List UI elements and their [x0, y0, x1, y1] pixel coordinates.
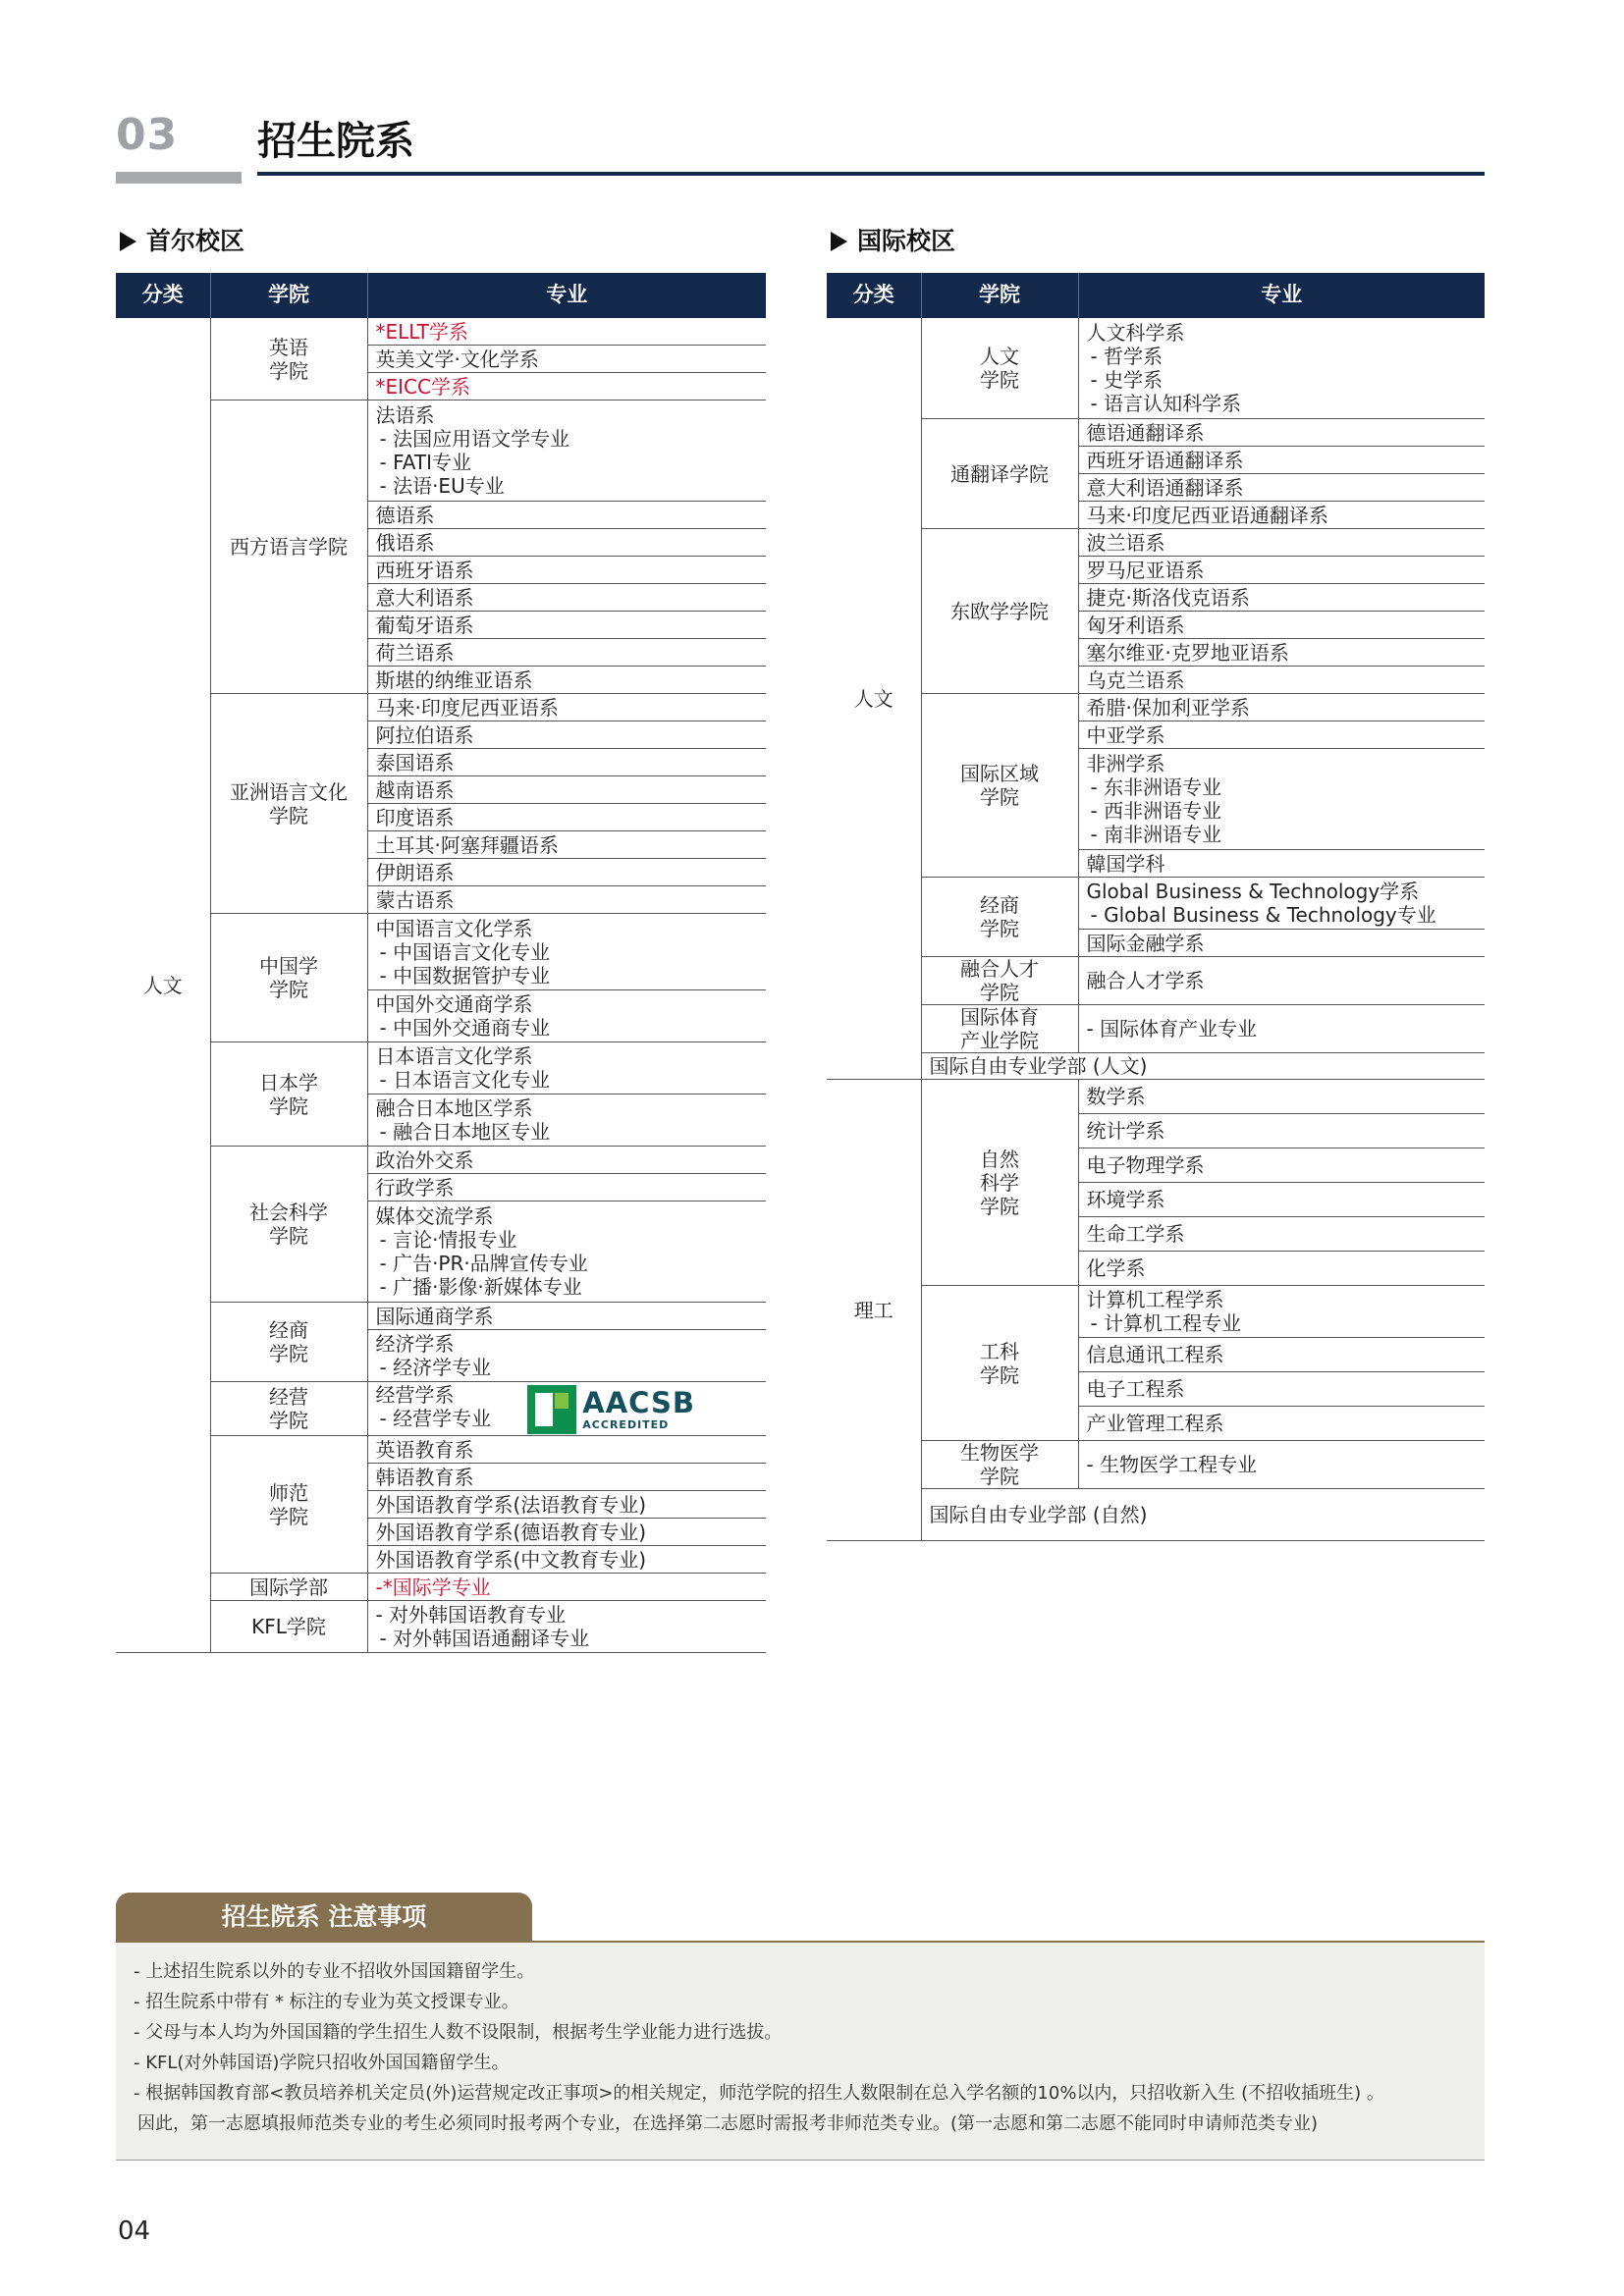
- major-name: 国际通商学系: [375, 1304, 494, 1328]
- college-label: 工科 学院: [980, 1339, 1019, 1387]
- sub-major: - 语言认知科学系: [1090, 392, 1242, 415]
- major-cell: [1078, 749, 1485, 850]
- major-name: 中国语言文化学系: [375, 916, 533, 940]
- major-name: 中亚学系: [1086, 722, 1165, 747]
- sub-major: - Global Business & Technology专业: [1090, 903, 1436, 927]
- free-major-cell: 国际自由专业学部 (自然): [921, 1489, 1485, 1541]
- major-cell: [367, 1546, 766, 1574]
- major-cell: [367, 1042, 766, 1095]
- major-name: 韓国学科: [1086, 851, 1165, 876]
- aacsb-logo-icon: [527, 1385, 576, 1434]
- table-row: [827, 878, 1485, 930]
- sub-major: - 哲学系: [1090, 345, 1164, 368]
- major-cell: [1078, 1407, 1485, 1441]
- seoul-majors-table: [116, 273, 766, 1653]
- college-name: [921, 1286, 1078, 1441]
- major-cell: [367, 831, 766, 859]
- table-row: [116, 1042, 766, 1095]
- major-cell: [367, 1436, 766, 1464]
- table-row: [827, 1441, 1485, 1489]
- college-name: [921, 694, 1078, 878]
- major-name: 产业管理工程系: [1086, 1412, 1224, 1435]
- major-name: 印度语系: [375, 805, 455, 829]
- college-label: 英语 学院: [269, 335, 308, 383]
- sub-major: - 西非洲语专业: [1090, 799, 1222, 823]
- major-name: 国际金融学系: [1086, 931, 1205, 955]
- major-cell: [367, 776, 766, 804]
- table-row: [116, 1382, 766, 1436]
- sub-major: - 法国应用语文学专业: [379, 427, 570, 451]
- notes-box: [116, 1943, 1485, 2161]
- major-cell: [1078, 419, 1485, 447]
- major-name: 外国语教育学系(法语教育专业): [375, 1492, 647, 1517]
- major-cell: [1078, 721, 1485, 749]
- major-cell: [367, 859, 766, 886]
- major-cell: [367, 557, 766, 584]
- note-item: - 上述招生院系以外的专业不招收外国国籍留学生。: [134, 1961, 535, 1982]
- college-label: 国际区域 学院: [960, 762, 1039, 809]
- major-cell: [367, 1303, 766, 1330]
- major-cell: [1078, 1441, 1485, 1489]
- college-label: KFL学院: [251, 1615, 326, 1638]
- major-cell: [367, 749, 766, 776]
- major-cell: [367, 721, 766, 749]
- major-cell: [1078, 1252, 1485, 1286]
- major-name: 中国外交通商学系: [375, 992, 533, 1016]
- major-cell: [1078, 1372, 1485, 1407]
- major-name: 匈牙利语系: [1086, 613, 1185, 637]
- major-name: 计算机工程学系: [1086, 1288, 1224, 1311]
- sub-major: - 中国语言文化专业: [379, 939, 551, 964]
- header-category: 分类: [827, 273, 921, 318]
- sub-major: - 经营学专业: [379, 1407, 492, 1430]
- category-cell: 人文: [827, 318, 921, 1080]
- table-row: [116, 1436, 766, 1464]
- college-name: [921, 957, 1078, 1005]
- college-label: 国际体育 产业学院: [960, 1005, 1039, 1052]
- college-label: 师范 学院: [269, 1480, 308, 1528]
- major-cell: [367, 990, 766, 1042]
- major-name: 葡萄牙语系: [375, 613, 474, 637]
- major-cell: [1078, 930, 1485, 957]
- college-name: [210, 1601, 367, 1653]
- college-label: 经商 学院: [269, 1318, 308, 1365]
- college-label: 东欧学学院: [950, 599, 1049, 623]
- major-name: 统计学系: [1086, 1119, 1165, 1143]
- major-name: - 国际体育产业专业: [1086, 1017, 1258, 1041]
- major-cell: [367, 502, 766, 529]
- major-cell: [367, 529, 766, 557]
- college-name: [921, 1080, 1078, 1286]
- sub-major: - 经济学专业: [379, 1356, 492, 1379]
- table-row: [116, 400, 766, 502]
- major-name: 越南语系: [375, 777, 455, 802]
- major-cell: [367, 1201, 766, 1303]
- table-row: [116, 1601, 766, 1653]
- major-cell: [1078, 557, 1485, 584]
- major-name: 外国语教育学系(中文教育专业): [375, 1547, 647, 1572]
- section-title: 招生院系: [257, 119, 414, 164]
- major-name: 环境学系: [1086, 1188, 1165, 1211]
- major-name: 斯堪的纳维亚语系: [375, 667, 533, 692]
- college-label: 日本学 学院: [259, 1070, 318, 1118]
- sub-major: - 日本语言文化专业: [379, 1068, 551, 1092]
- major-cell: [367, 1464, 766, 1491]
- aacsb-text: [582, 1386, 695, 1431]
- major-name: - 对外韩国语教育专业: [375, 1603, 567, 1627]
- major-name: 行政学系: [375, 1175, 455, 1200]
- seoul-campus-title: 首尔校区: [146, 227, 245, 255]
- major-cell: [1078, 612, 1485, 639]
- college-name: [921, 1441, 1078, 1489]
- college-label: 中国学 学院: [259, 954, 318, 1001]
- table-row: [827, 1080, 1485, 1114]
- major-cell: [1078, 1148, 1485, 1183]
- major-cell: [367, 694, 766, 721]
- sub-major: - 中国数据管护专业: [379, 963, 551, 988]
- college-name: [921, 529, 1078, 694]
- major-cell: [367, 1491, 766, 1519]
- college-name: [921, 1005, 1078, 1053]
- major-cell: [1078, 1338, 1485, 1372]
- major-name: 融合日本地区学系: [375, 1096, 533, 1120]
- note-item: - KFL(对外韩国语)学院只招收外国国籍留学生。: [134, 2053, 510, 2073]
- major-name: - 生物医学工程专业: [1086, 1453, 1258, 1476]
- major-cell: [367, 914, 766, 990]
- aacsb-sub: ACCREDITED: [582, 1418, 670, 1431]
- major-cell: [367, 886, 766, 914]
- major-cell: [367, 639, 766, 667]
- section-number-bar: [116, 172, 242, 184]
- major-name: 外国语教育学系(德语教育专业): [375, 1520, 647, 1544]
- major-cell: [367, 1574, 766, 1601]
- college-name: [921, 878, 1078, 957]
- major-name: 土耳其·阿塞拜疆语系: [375, 832, 559, 857]
- college-name: [210, 914, 367, 1042]
- college-name: [210, 694, 367, 914]
- college-name: [921, 419, 1078, 529]
- college-label: 西方语言学院: [230, 535, 348, 559]
- major-name: 阿拉伯语系: [375, 722, 474, 747]
- major-name: 数学系: [1086, 1085, 1146, 1108]
- major-name: 意大利语系: [375, 585, 474, 610]
- college-label: 经商 学院: [980, 893, 1019, 940]
- sub-major: - 对外韩国语通翻译专业: [379, 1627, 590, 1650]
- note-item: 因此，第一志愿填报师范类专业的考生必须同时报考两个专业，在选择第二志愿时需报考非师范类专业。(第一志愿和第二志愿不能同时申请师范类专业): [137, 2113, 1319, 2134]
- header-major: 专业: [367, 273, 766, 318]
- category-cell: 人文: [116, 318, 210, 1653]
- global-campus-title: 国际校区: [857, 227, 956, 255]
- major-cell: [1078, 502, 1485, 529]
- note-item: - 招生院系中带有 * 标注的专业为英文授课专业。: [134, 1992, 519, 2012]
- sub-major: - 广告·PR·品牌宣传专业: [379, 1252, 588, 1275]
- major-cell: [1078, 850, 1485, 878]
- major-name: 俄语系: [375, 530, 435, 555]
- major-cell: [367, 1330, 766, 1382]
- major-cell: [1078, 1114, 1485, 1148]
- triangle-icon: [120, 232, 136, 251]
- major-name: -*国际学专业: [375, 1575, 491, 1599]
- major-cell: [1078, 878, 1485, 930]
- major-cell: [367, 584, 766, 612]
- major-cell: [367, 1519, 766, 1546]
- major-name: 希腊·保加利亚学系: [1086, 695, 1250, 720]
- major-name: 化学系: [1086, 1256, 1146, 1280]
- sub-major: - 言论·情报专业: [379, 1228, 517, 1252]
- header-college: 学院: [210, 273, 367, 318]
- table-row: [116, 318, 766, 346]
- major-name: 英语教育系: [375, 1437, 474, 1462]
- major-name: 意大利语通翻译系: [1086, 475, 1244, 500]
- table-row: [827, 1005, 1485, 1053]
- college-label: 生物医学 学院: [960, 1441, 1039, 1488]
- header-category: 分类: [116, 273, 210, 318]
- table-row: [116, 694, 766, 721]
- sub-major: - 法语·EU专业: [379, 474, 505, 498]
- section-number: 03: [116, 110, 179, 160]
- college-name: [210, 318, 367, 400]
- college-label: 社会科学 学院: [249, 1201, 328, 1248]
- college-name: [210, 1436, 367, 1574]
- major-name: 塞尔维亚·克罗地亚语系: [1086, 640, 1289, 665]
- table-row: [827, 694, 1485, 721]
- college-label: 亚洲语言文化 学院: [230, 779, 348, 828]
- college-label: 经营 学院: [269, 1385, 308, 1432]
- note-item: - 父母与本人均为外国国籍的学生招生人数不设限制，根据考生学业能力进行选拔。: [134, 2022, 783, 2043]
- major-name: 马来·印度尼西亚语通翻译系: [1086, 503, 1328, 527]
- college-label: 自然 科学 学院: [980, 1147, 1019, 1218]
- major-cell: [367, 1095, 766, 1147]
- major-cell: [1078, 584, 1485, 612]
- header-college: 学院: [921, 273, 1078, 318]
- major-cell: [1078, 447, 1485, 474]
- table-row: [827, 318, 1485, 419]
- major-name: 融合人才学系: [1086, 969, 1205, 992]
- major-cell: [1078, 1080, 1485, 1114]
- major-name: 政治外交系: [375, 1148, 474, 1172]
- sub-major: - 南非洲语专业: [1090, 823, 1222, 846]
- major-name: 泰国语系: [375, 750, 455, 774]
- major-cell: [367, 804, 766, 831]
- college-label: 人文 学院: [980, 345, 1019, 392]
- table-header-row: [827, 273, 1485, 318]
- major-cell: [367, 667, 766, 694]
- college-label: 国际学部: [249, 1575, 328, 1599]
- sub-major: - 东非洲语专业: [1090, 775, 1222, 799]
- major-cell: [1078, 529, 1485, 557]
- major-name: 人文科学系: [1086, 321, 1185, 345]
- sub-major: - 中国外交通商专业: [379, 1016, 551, 1040]
- major-cell: [367, 1601, 766, 1653]
- major-name: 波兰语系: [1086, 530, 1165, 555]
- major-cell: [1078, 318, 1485, 419]
- major-name: 英美文学·文化学系: [375, 347, 539, 371]
- major-name: 电子物理学系: [1086, 1153, 1205, 1177]
- major-cell: [367, 612, 766, 639]
- major-name: Global Business & Technology学系: [1086, 880, 1420, 903]
- college-name: [921, 318, 1078, 419]
- major-name: 媒体交流学系: [375, 1204, 494, 1228]
- major-name: 蒙古语系: [375, 887, 455, 912]
- major-name: 荷兰语系: [375, 640, 455, 665]
- sub-major: - 广播·影像·新媒体专业: [379, 1275, 582, 1299]
- major-name: 电子工程系: [1086, 1377, 1185, 1401]
- table-row: [827, 419, 1485, 447]
- notes-title: 招生院系 注意事项: [116, 1893, 532, 1942]
- seoul-campus-heading: [120, 222, 244, 257]
- sub-major: - 融合日本地区专业: [379, 1120, 551, 1144]
- major-name: 西班牙语系: [375, 558, 474, 582]
- major-name: 德语系: [375, 503, 435, 527]
- college-name: [210, 400, 367, 694]
- triangle-icon: [831, 232, 847, 251]
- major-cell: [1078, 1217, 1485, 1252]
- major-name: 伊朗语系: [375, 860, 455, 884]
- major-cell: [1078, 1183, 1485, 1217]
- major-name: 日本语言文化学系: [375, 1044, 533, 1068]
- aacsb-badge: [527, 1385, 695, 1434]
- college-name: [210, 1042, 367, 1147]
- major-name: *ELLT学系: [375, 319, 468, 344]
- note-item: - 根据韩国教育部<教员培养机关定员(外)运营规定改正事项>的相关规定，师范学院的招生人数限制在总入学名额的10%以内，只招收新入生 (不招收插班生) 。: [134, 2083, 1384, 2104]
- major-name: 西班牙语通翻译系: [1086, 448, 1244, 472]
- major-name: 法语系: [375, 403, 435, 427]
- table-row: [827, 1286, 1485, 1338]
- major-cell: [367, 318, 766, 346]
- free-major-cell: 国际自由专业学部 (人文): [921, 1053, 1485, 1080]
- header-major: 专业: [1078, 273, 1485, 318]
- major-name: 经济学系: [375, 1332, 455, 1356]
- major-cell: [1078, 474, 1485, 502]
- major-cell: [367, 373, 766, 400]
- table-row: [116, 1574, 766, 1601]
- major-name: 马来·印度尼西亚语系: [375, 695, 559, 720]
- college-name: [210, 1147, 367, 1303]
- category-cell: 理工: [827, 1080, 921, 1541]
- major-cell: [367, 346, 766, 373]
- major-cell: [367, 400, 766, 502]
- table-header-row: [116, 273, 766, 318]
- college-name: [210, 1303, 367, 1382]
- section-title-bar: [257, 172, 1485, 176]
- college-label: 通翻译学院: [950, 461, 1049, 486]
- table-row: [116, 1303, 766, 1330]
- global-majors-table: [827, 273, 1485, 1541]
- major-name: 信息通讯工程系: [1086, 1343, 1224, 1366]
- major-cell: [1078, 667, 1485, 694]
- aacsb-name: AACSB: [582, 1386, 695, 1419]
- sub-major: - FATI专业: [379, 451, 471, 474]
- table-row: [827, 1489, 1485, 1541]
- major-name: 德语通翻译系: [1086, 420, 1205, 445]
- major-cell: [1078, 694, 1485, 721]
- major-name: 经营学系: [375, 1383, 455, 1407]
- table-row: [116, 1147, 766, 1174]
- global-campus-heading: [831, 222, 955, 257]
- major-name: 非洲学系: [1086, 752, 1165, 775]
- sub-major: - 计算机工程专业: [1090, 1311, 1242, 1335]
- major-name: 韩语教育系: [375, 1465, 474, 1489]
- major-cell: [1078, 1005, 1485, 1053]
- major-cell: [367, 1174, 766, 1201]
- table-row: [116, 914, 766, 990]
- major-name: *EICC学系: [375, 374, 470, 399]
- sub-major: - 史学系: [1090, 368, 1164, 392]
- page-number: 04: [118, 2216, 151, 2246]
- major-name: 罗马尼亚语系: [1086, 558, 1205, 582]
- college-label: 融合人才 学院: [960, 957, 1039, 1004]
- table-row: [827, 1053, 1485, 1080]
- major-cell: [1078, 639, 1485, 667]
- major-name: 捷克·斯洛伐克语系: [1086, 585, 1250, 610]
- college-name: [210, 1382, 367, 1436]
- college-name: [210, 1574, 367, 1601]
- table-row: [827, 957, 1485, 1005]
- major-cell: [1078, 1286, 1485, 1338]
- major-name: 乌克兰语系: [1086, 667, 1185, 692]
- table-row: [827, 529, 1485, 557]
- major-cell: [1078, 957, 1485, 1005]
- major-name: 生命工学系: [1086, 1222, 1185, 1246]
- major-cell: [367, 1147, 766, 1174]
- major-cell: [367, 1382, 766, 1436]
